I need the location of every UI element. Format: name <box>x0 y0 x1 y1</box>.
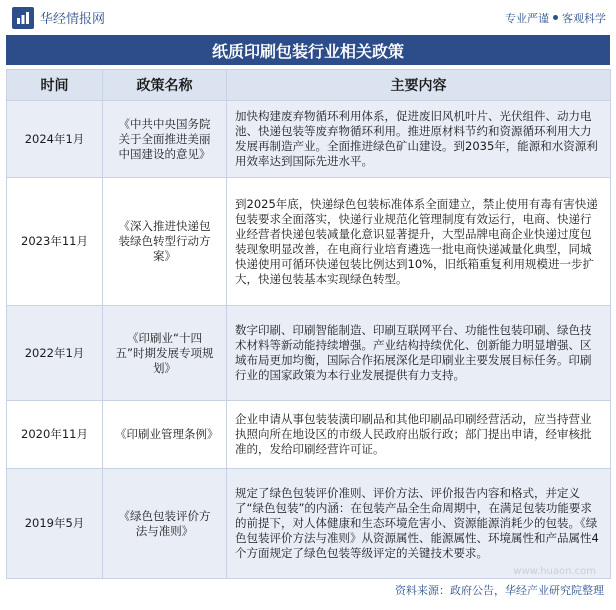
column-header-time: 时间 <box>7 70 103 101</box>
row-content: 加快构建废弃物循环利用体系，促进废旧风机叶片、光伏组件、动力电池、快递包装等废弃物循环利用。推进原材料节约和资源循环利用大力发展再制造产业。全面推进绿色矿山建设。到2035年，能源和水资源利用效率达到国际先进水平。 <box>227 101 611 178</box>
row-policy-name: 《印刷业“十四五”时期发展专项规划》 <box>103 306 227 401</box>
row-policy-name: 《印刷业管理条例》 <box>103 401 227 469</box>
row-time: 2019年5月 <box>7 469 103 579</box>
row-content: 到2025年底，快递绿色包装标准体系全面建立，禁止使用有毒有害快递包装要求全面落实，快递行业规范化管理制度有效运行，电商、快递行业经营者快递包装减量化意识显著提升，大型品牌电商企业快递过度包装现象明显改善，在电商行业培育遴选一批电商快递减量化典型，同城快递使用可循环快递包装比例达到10%，旧纸箱重复利用规模进一步扩大，快递包装基本实现绿色转型。 <box>227 178 611 306</box>
table-row <box>7 401 611 469</box>
source-note: 资料来源：政府公告，华经产业研究院整理 <box>395 584 604 597</box>
table-row <box>7 101 611 178</box>
row-time: 2023年11月 <box>7 178 103 306</box>
watermark: www.huaon.com <box>513 566 596 577</box>
row-time: 2020年11月 <box>7 401 103 469</box>
separator-dot-icon <box>553 15 558 20</box>
row-policy-name: 《中共中央国务院关于全面推进美丽中国建设的意见》 <box>103 101 227 178</box>
row-content: 企业申请从事包装装潢印刷品和其他印刷品印刷经营活动，应当持营业执照向所在地设区的市级人民政府出版行政；部门提出申请，经审核批准的，发给印刷经营许可证。 <box>227 401 611 469</box>
page-title: 纸质印刷包装行业相关政策 <box>6 35 610 65</box>
brand-name: 华经情报网 <box>40 12 106 27</box>
table-header-row <box>7 70 611 101</box>
row-content: 规定了绿色包装评价准则、评价方法、评价报告内容和格式，并定义了“绿色包装”的内涵：在包装产品全生命周期中，在满足包装功能要求的前提下，对人体健康和生态环境危害小、资源能源消耗少的包装。《绿色包装评价方法与准则》从资源属性、能源属性、环境属性和产品属性4个方面规定了绿色包装等级评定的关键技术要求。 <box>227 469 611 579</box>
tagline-left: 专业严谨 <box>505 11 549 25</box>
row-policy-name: 《绿色包装评价方法与准则》 <box>103 469 227 579</box>
row-content: 数字印刷、印刷智能制造、印刷互联网平台、功能性包装印刷、绿色技术材料等新动能持续增强。产业结构持续优化、创新能力明显增强、区域布局更加均衡，国际合作拓展深化是印刷业主要发展目标任务。印刷行业的国家政策为本行业发展提供有力支持。 <box>227 306 611 401</box>
brand[interactable] <box>12 7 105 29</box>
brand-logo-icon <box>12 7 34 29</box>
tagline <box>505 10 606 26</box>
column-header-name: 政策名称 <box>103 70 227 101</box>
column-header-content: 主要内容 <box>227 70 611 101</box>
table-row <box>7 306 611 401</box>
tagline-right: 客观科学 <box>562 11 606 25</box>
policy-table <box>6 69 611 579</box>
header <box>0 0 616 35</box>
row-time: 2022年1月 <box>7 306 103 401</box>
table-row <box>7 469 611 579</box>
row-time: 2024年1月 <box>7 101 103 178</box>
row-policy-name: 《深入推进快递包装绿色转型行动方案》 <box>103 178 227 306</box>
table-row <box>7 178 611 306</box>
